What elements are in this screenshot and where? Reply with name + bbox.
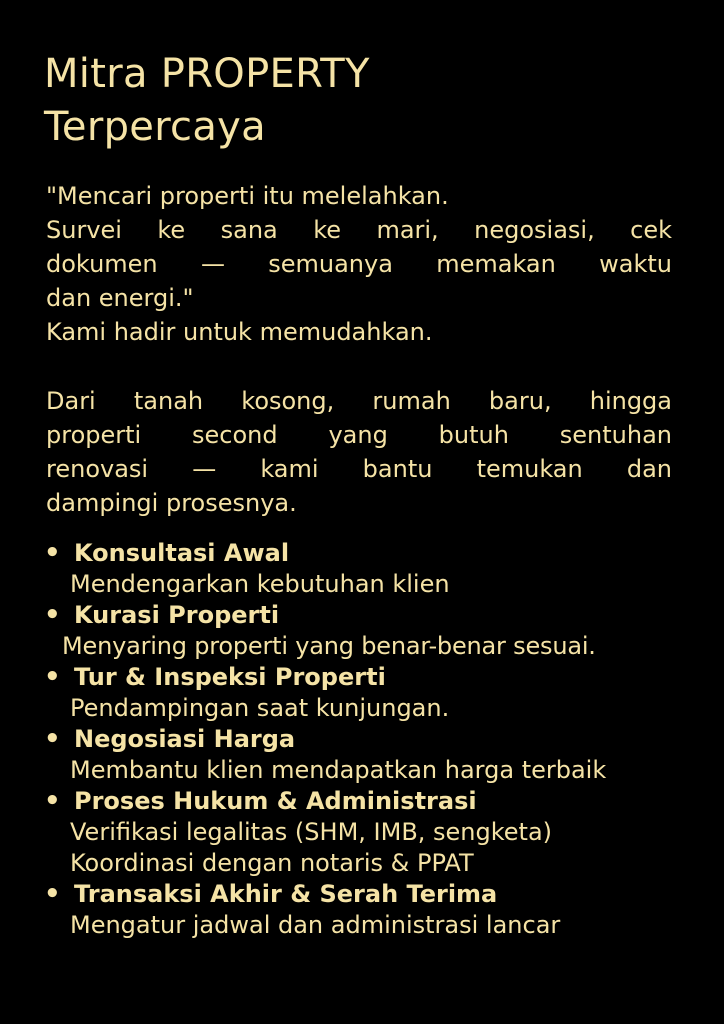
services-list: [44, 538, 694, 941]
offer-line: properti second yang butuh sentuhan: [46, 421, 672, 449]
offer-line: Dari tanah kosong, rumah baru, hingga: [46, 387, 672, 415]
service-description: Membantu klien mendapatkan harga terbaik: [70, 756, 607, 784]
intro-line: Kami hadir untuk memudahkan.: [46, 318, 433, 346]
offer-paragraph: [46, 384, 672, 520]
service-description: Mendengarkan kebutuhan klien: [70, 570, 450, 598]
page-title: [44, 48, 684, 154]
title-line-2: Terpercaya: [44, 104, 266, 150]
intro-line: dokumen — semuanya memakan waktu: [46, 250, 672, 278]
service-item: [44, 538, 694, 600]
offer-line: renovasi — kami bantu temukan dan: [46, 455, 672, 483]
service-title: Transaksi Akhir & Serah Terima: [74, 880, 498, 908]
service-title: Kurasi Properti: [74, 601, 280, 629]
title-line-1: Mitra PROPERTY: [44, 51, 370, 97]
intro-line: dan energi.": [46, 284, 194, 312]
bullet-icon: •: [44, 538, 61, 568]
intro-line: Survei ke sana ke mari, negosiasi, cek: [46, 216, 672, 244]
offer-line: dampingi prosesnya.: [46, 489, 297, 517]
service-title: Negosiasi Harga: [74, 725, 296, 753]
service-description: Pendampingan saat kunjungan.: [70, 694, 450, 722]
service-title: Proses Hukum & Administrasi: [74, 787, 477, 815]
service-item: [44, 879, 694, 941]
service-description: Koordinasi dengan notaris & PPAT: [70, 849, 474, 877]
service-description: Menyaring properti yang benar-benar sesuai.: [62, 632, 596, 660]
service-item: [44, 724, 694, 786]
intro-paragraph: [46, 179, 672, 349]
bullet-icon: •: [44, 600, 61, 630]
bullet-icon: •: [44, 724, 61, 754]
intro-line: "Mencari properti itu melelahkan.: [46, 182, 449, 210]
service-item: [44, 662, 694, 724]
service-title: Tur & Inspeksi Properti: [74, 663, 386, 691]
service-description: Verifikasi legalitas (SHM, IMB, sengketa): [70, 818, 553, 846]
service-description: Mengatur jadwal dan administrasi lancar: [70, 911, 561, 939]
bullet-icon: •: [44, 662, 61, 692]
service-item: [44, 600, 694, 662]
service-item: [44, 786, 694, 879]
service-title: Konsultasi Awal: [74, 539, 290, 567]
bullet-icon: •: [44, 786, 61, 816]
bullet-icon: •: [44, 879, 61, 909]
